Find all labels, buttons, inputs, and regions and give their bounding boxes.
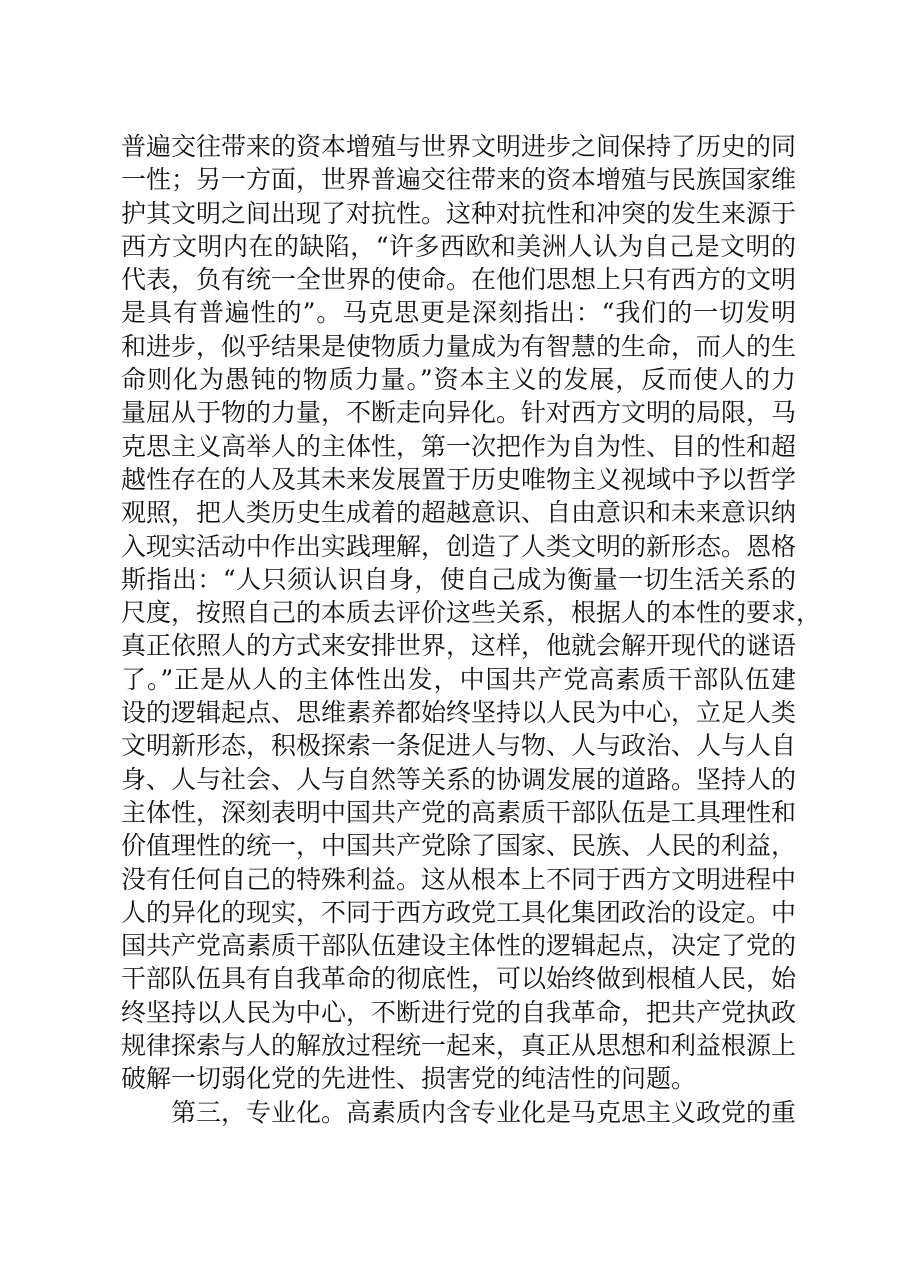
text-line: 价值理性的统一，中国共产党除了国家、民族、人民的利益， — [121, 831, 797, 861]
text-line: 斯指出：“人只须认识自身，使自己成为衡量一切生活关系的 — [121, 564, 796, 594]
text-line: 真正依照人的方式来安排世界，这样，他就会解开现代的谜语 — [121, 631, 797, 661]
text-line: 身、人与社会、人与自然等关系的协调发展的道路。坚持人的 — [121, 764, 797, 794]
text-line: 文明新形态，积极探索一条促进人与物、人与政治、人与人自 — [121, 731, 797, 761]
paragraph-heading-line: 第三，专业化。高素质内含专业化是马克思主义政党的重 — [171, 1097, 797, 1127]
text-line: 一性；另一方面，世界普遍交往带来的资本增殖与民族国家维 — [121, 165, 797, 195]
text-line: 观照，把人类历史生成着的超越意识、自由意识和未来意识纳 — [121, 498, 797, 528]
text-line: 没有任何自己的特殊利益。这从根本上不同于西方文明进程中 — [121, 864, 797, 894]
text-line: 克思主义高举人的主体性，第一次把作为自为性、目的性和超 — [121, 431, 797, 461]
text-line: 人的异化的现实，不同于西方政党工具化集团政治的设定。中 — [121, 897, 797, 927]
text-line: 入现实活动中作出实践理解，创造了人类文明的新形态。恩格 — [121, 531, 797, 561]
text-line: 干部队伍具有自我革命的彻底性，可以始终做到根植人民，始 — [121, 964, 797, 994]
text-line: 西方文明内在的缺陷，“许多西欧和美洲人认为自己是文明的 — [121, 231, 796, 261]
body-text — [121, 130, 822, 1129]
text-line: 命则化为愚钝的物质力量。”资本主义的发展，反而使人的力 — [121, 365, 796, 395]
text-line: 量屈从于物的力量，不断走向异化。针对西方文明的局限，马 — [121, 398, 797, 428]
text-line: 护其文明之间出现了对抗性。这种对抗性和冲突的发生来源于 — [121, 198, 797, 228]
text-line: 国共产党高素质干部队伍建设主体性的逻辑起点，决定了党的 — [121, 931, 797, 961]
text-line: 设的逻辑起点、思维素养都始终坚持以人民为中心，立足人类 — [121, 698, 797, 728]
text-line: 破解一切弱化党的先进性、损害党的纯洁性的问题。 — [121, 1064, 697, 1094]
text-line: 普遍交往带来的资本增殖与世界文明进步之间保持了历史的同 — [121, 132, 797, 161]
text-line: 和进步，似乎结果是使物质力量成为有智慧的生命，而人的生 — [121, 331, 797, 361]
text-line: 了。”正是从人的主体性出发，中国共产党高素质干部队伍建 — [121, 664, 796, 694]
text-line: 尺度，按照自己的本质去评价这些关系，根据人的本性的要求， — [121, 598, 822, 628]
text-line: 主体性，深刻表明中国共产党的高素质干部队伍是工具理性和 — [121, 797, 797, 827]
text-line: 越性存在的人及其未来发展置于历史唯物主义视域中予以哲学 — [121, 464, 797, 494]
text-line: 终坚持以人民为中心，不断进行党的自我革命，把共产党执政 — [121, 997, 797, 1027]
text-line: 规律探索与人的解放过程统一起来，真正从思想和利益根源上 — [121, 1031, 797, 1061]
text-line: 是具有普遍性的”。马克思更是深刻指出：“我们的一切发明 — [121, 298, 796, 328]
text-line: 代表，负有统一全世界的使命。在他们思想上只有西方的文明 — [121, 265, 797, 295]
